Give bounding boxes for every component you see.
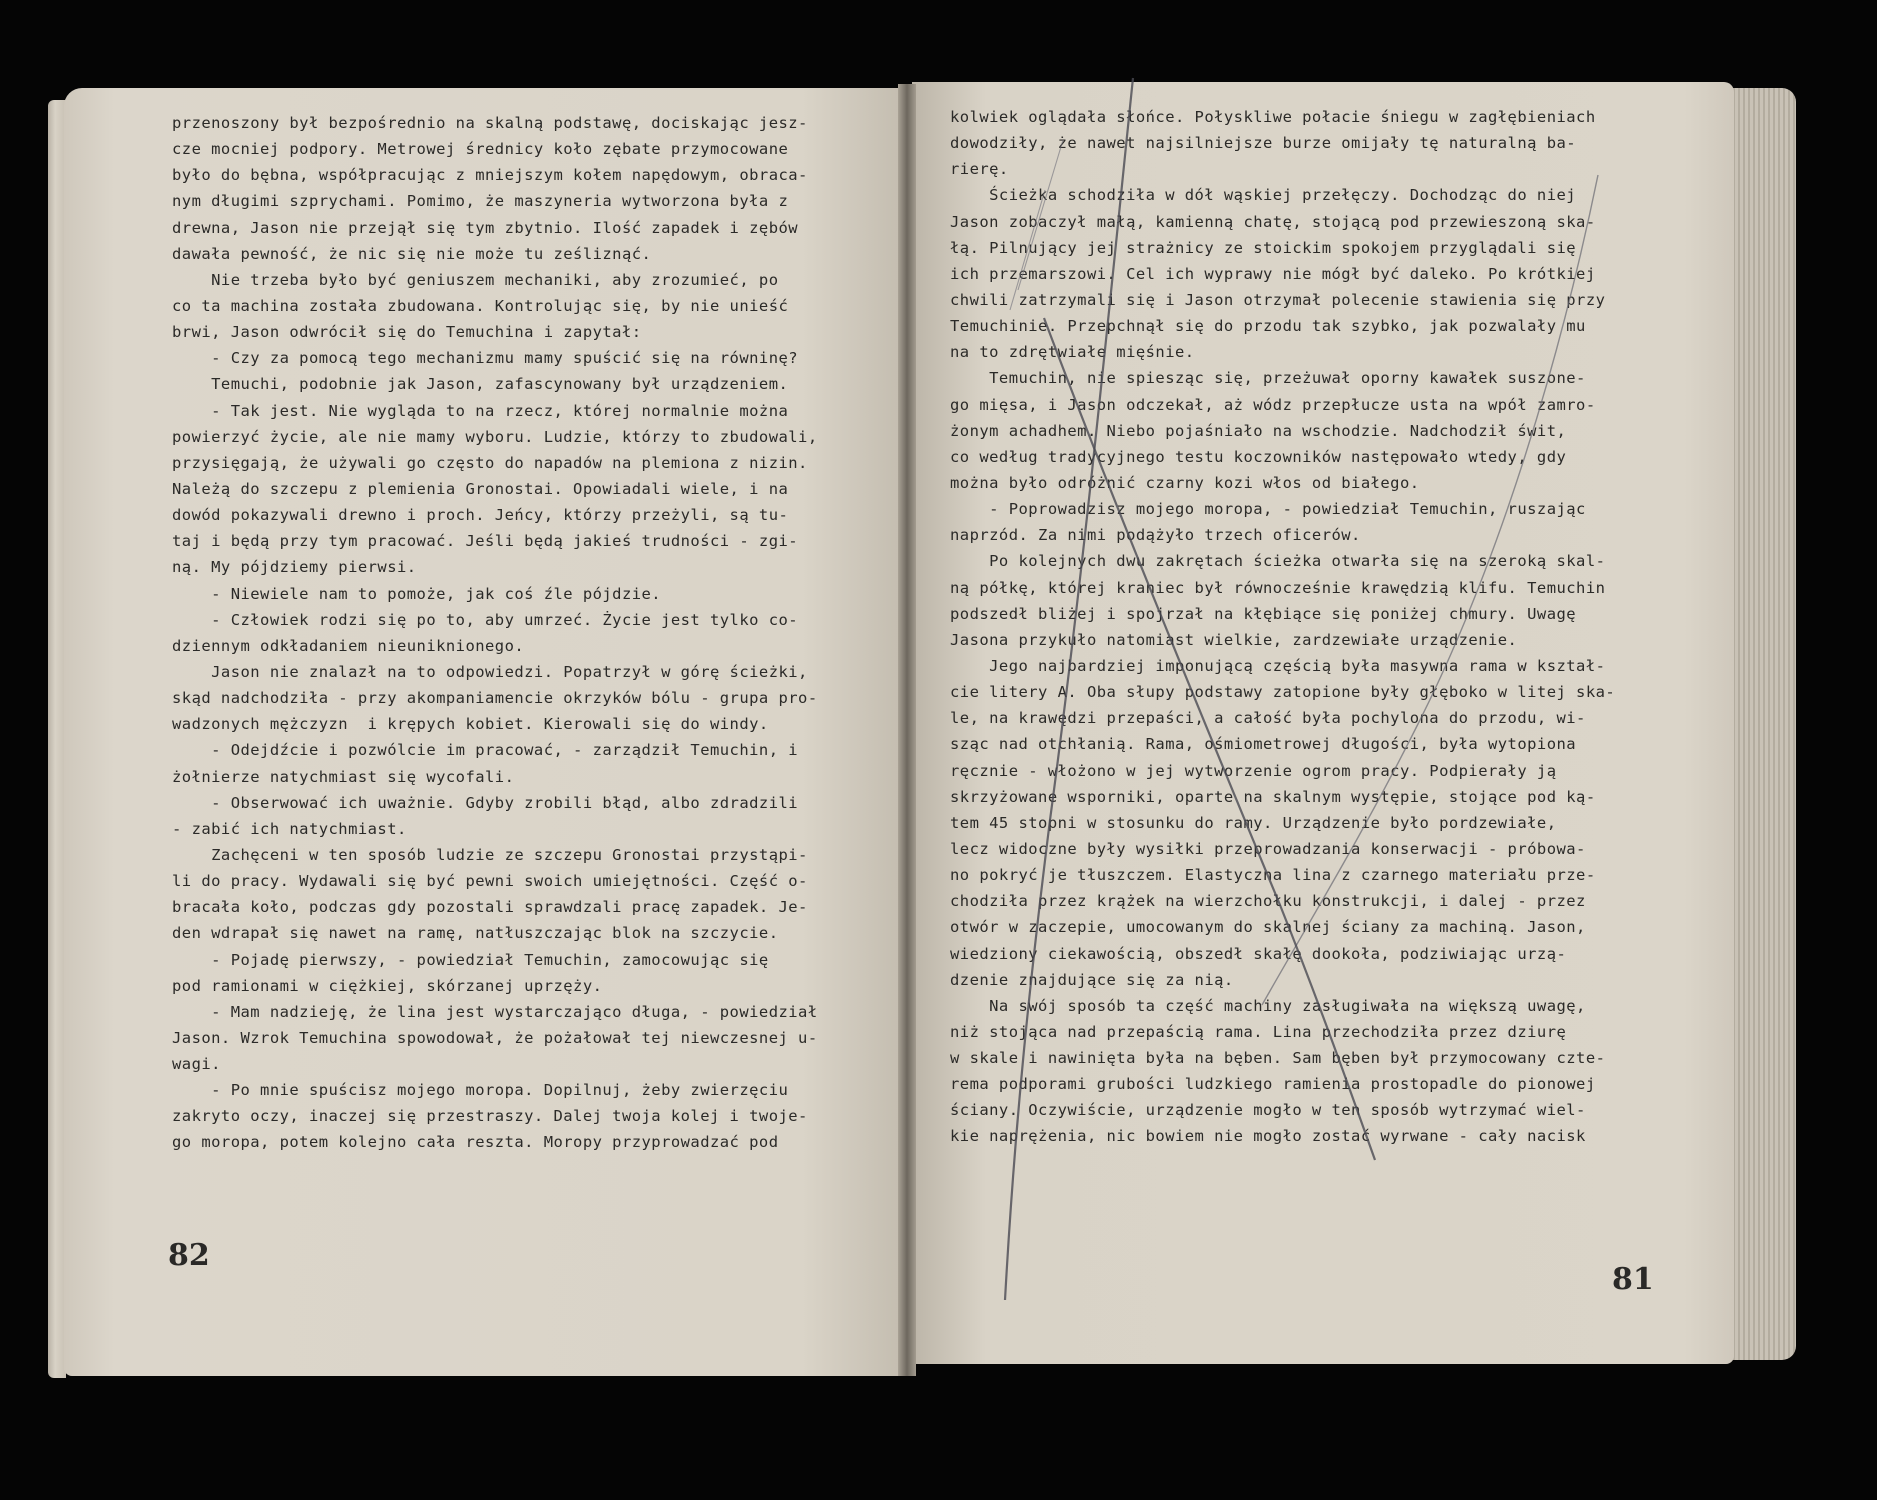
text-line: le, na krawędzi przepaści, a całość była pochylona do przodu, wi- — [950, 709, 1586, 728]
text-line: zakryto oczy, inaczej się przestraszy. Dalej twoja kolej i twoje- — [172, 1107, 808, 1126]
text-line: go mięsa, i Jason odczekał, aż wódz przepłucze usta na wpół zamro- — [950, 395, 1596, 414]
text-line: kolwiek oglądała słońce. Połyskliwe połacie śniegu w zagłębieniach — [950, 108, 1596, 126]
text-line: Jego najbardziej imponującą częścią była masywna rama w kształ- — [950, 656, 1606, 675]
text-line: bracała koło, podczas gdy pozostali sprawdzali pracę zapadek. Je- — [172, 898, 808, 917]
left-page-number: 82 — [168, 1238, 210, 1273]
right-page-edges — [1730, 88, 1796, 1360]
text-line: - Mam nadzieję, że lina jest wystarczająco długa, - powiedział — [172, 1002, 818, 1021]
text-line: tem 45 stopni w stosunku do ramy. Urządzenie było pordzewiałe, — [950, 813, 1557, 832]
text-line: li do pracy. Wydawali się być pewni swoich umiejętności. Część o- — [172, 872, 808, 891]
text-line: powierzyć życie, ale nie mamy wyboru. Ludzie, którzy to zbudowali, — [172, 427, 818, 446]
text-line: Temuchinie. Przepchnął się do przodu tak szybko, jak pozwalały mu — [950, 317, 1586, 336]
text-line: rema podporami grubości ludzkiego ramienia prostopadle do pionowej — [950, 1075, 1596, 1094]
text-line: go moropa, potem kolejno cała reszta. Moropy przyprowadzać pod — [172, 1133, 779, 1152]
text-line: pod ramionami w ciężkiej, skórzanej uprzęży. — [172, 976, 603, 995]
text-line: dawała pewność, że nic się nie może tu ześliznąć. — [172, 244, 652, 263]
text-line: Jasona przykuło natomiast wielkie, zardzewiałe urządzenie. — [950, 630, 1518, 649]
text-line: - Niewiele nam to pomoże, jak coś źle pójdzie. — [172, 584, 662, 603]
text-line: ręcznie - włożono w jej wytworzenie ogrom pracy. Podpierały ją — [950, 761, 1557, 780]
text-line: Jason. Wzrok Temuchina spowodował, że pożałował tej niewczesnej u- — [172, 1028, 818, 1047]
text-line: brwi, Jason odwrócił się do Temuchina i zapytał: — [172, 323, 642, 342]
text-line: lecz widoczne były wysiłki przeprowadzania konserwacji - próbowa- — [950, 839, 1586, 858]
text-line: naprzód. Za nimi podążyło trzech oficerów. — [950, 526, 1361, 545]
text-line: przysięgają, że używali go często do napadów na plemiona z nizin. — [172, 453, 808, 472]
left-page-text — [172, 110, 818, 1156]
text-line: skąd nadchodziła - przy akompaniamencie okrzyków bólu - grupa pro- — [172, 689, 818, 708]
text-line: dowodziły, że nawet najsilniejsze burze omijały tę naturalną ba- — [950, 134, 1577, 153]
text-line: chwili zatrzymali się i Jason otrzymał polecenie stawienia się przy — [950, 290, 1606, 309]
text-line: dzenie znajdujące się za nią. — [950, 970, 1234, 989]
text-line: - Odejdźcie i pozwólcie im pracować, - zarządził Temuchin, i — [172, 741, 799, 760]
text-line: cie litery A. Oba słupy podstawy zatopione były głęboko w litej ska- — [950, 683, 1616, 702]
text-line: można było odróżnić czarny kozi włos od białego. — [950, 473, 1420, 492]
text-line: było do bębna, współpracując z mniejszym kołem napędowym, obraca- — [172, 166, 808, 185]
text-line: ną półkę, której kraniec był równocześnie krawędzią klifu. Temuchin — [950, 578, 1606, 597]
text-line: przenoszony był bezpośrednio na skalną podstawę, dociskając jesz- — [172, 114, 808, 132]
text-line: co ta machina została zbudowana. Kontrolując się, by nie unieść — [172, 296, 789, 315]
right-page-text — [950, 104, 1615, 1150]
left-page — [64, 88, 902, 1376]
text-line: Temuchi, podobnie jak Jason, zafascynowany był urządzeniem. — [172, 375, 789, 394]
text-line: drewna, Jason nie przejął się tym zbytnio. Ilość zapadek i zębów — [172, 218, 799, 237]
right-page — [912, 82, 1734, 1364]
text-line: no pokryć je tłuszczem. Elastyczna lina z czarnego materiału prze- — [950, 866, 1596, 885]
text-line: taj i będą przy tym pracować. Jeśli będą jakieś trudności - zgi- — [172, 532, 799, 551]
text-line: żołnierze natychmiast się wycofali. — [172, 767, 515, 786]
text-line: - Człowiek rodzi się po to, aby umrzeć. Życie jest tylko co- — [172, 610, 799, 629]
text-line: Nie trzeba było być geniuszem mechaniki, aby zrozumieć, po — [172, 270, 779, 289]
text-line: Jason nie znalazł na to odpowiedzi. Popatrzył w górę ścieżki, — [172, 662, 808, 681]
text-line: łą. Pilnujący jej strażnicy ze stoickim spokojem przyglądali się — [950, 238, 1577, 257]
text-line: chodziła przez krążek na wierzchołku konstrukcji, i dalej - przez — [950, 892, 1586, 911]
text-line: dziennym odkładaniem nieuniknionego. — [172, 636, 525, 655]
text-line: na to zdrętwiałe mięśnie. — [950, 343, 1195, 362]
text-line: kie naprężenia, nic bowiem nie mogło zostać wyrwane - cały nacisk — [950, 1127, 1586, 1146]
text-line: cze mocniej podpory. Metrowej średnicy koło zębate przymocowane — [172, 140, 789, 159]
text-line: żonym achadhem. Niebo pojaśniało na wschodzie. Nadchodził świt, — [950, 421, 1567, 440]
text-line: sząc nad otchłanią. Rama, ośmiometrowej długości, była wytopiona — [950, 735, 1577, 754]
text-line: wiedziony ciekawością, obszedł skałę dookoła, podziwiając urzą- — [950, 944, 1567, 963]
text-line: skrzyżowane wsporniki, oparte na skalnym występie, stojące pod ką- — [950, 787, 1596, 806]
text-line: wagi. — [172, 1055, 221, 1074]
book-gutter — [898, 84, 916, 1376]
text-line: dowód pokazywali drewno i proch. Jeńcy, którzy przeżyli, są tu- — [172, 506, 789, 525]
text-line: otwór w zaczepie, umocowanym do skalnej ściany za machiną. Jason, — [950, 918, 1586, 937]
text-line: Na swój sposób ta część machiny zasługiwała na większą uwagę, — [950, 996, 1586, 1015]
text-line: co według tradycyjnego testu koczowników następowało wtedy, gdy — [950, 447, 1567, 466]
text-line: - Tak jest. Nie wygląda to na rzecz, której normalnie można — [172, 401, 789, 420]
text-line: Należą do szczepu z plemienia Gronostai. Opowiadali wiele, i na — [172, 479, 789, 498]
text-line: wadzonych mężczyzn i krępych kobiet. Kierowali się do windy. — [172, 715, 769, 734]
text-line: den wdrapał się nawet na ramę, natłuszczając blok na szczycie. — [172, 924, 779, 943]
text-line: niż stojąca nad przepaścią rama. Lina przechodziła przez dziurę — [950, 1022, 1567, 1041]
text-line: Zachęceni w ten sposób ludzie ze szczepu Gronostai przystąpi- — [172, 845, 808, 864]
text-line: w skale i nawinięta była na bęben. Sam bęben był przymocowany czte- — [950, 1049, 1606, 1068]
text-line: - Obserwować ich uważnie. Gdyby zrobili błąd, albo zdradzili — [172, 793, 799, 812]
text-line: - Pojadę pierwszy, - powiedział Temuchin, zamocowując się — [172, 950, 769, 969]
text-line: rierę. — [950, 160, 1009, 179]
text-line: Po kolejnych dwu zakrętach ścieżka otwarła się na szeroką skal- — [950, 552, 1606, 571]
text-line: ściany. Oczywiście, urządzenie mogło w ten sposób wytrzymać wiel- — [950, 1101, 1586, 1120]
text-line: - zabić ich natychmiast. — [172, 819, 407, 838]
text-line: - Po mnie spuścisz mojego moropa. Dopilnuj, żeby zwierzęciu — [172, 1081, 789, 1100]
right-page-number: 81 — [1612, 1262, 1654, 1297]
text-line: - Poprowadzisz mojego moropa, - powiedział Temuchin, ruszając — [950, 500, 1586, 519]
text-line: Ścieżka schodziła w dół wąskiej przełęczy. Dochodząc do niej — [950, 186, 1577, 205]
text-line: nym długimi szprychami. Pomimo, że maszyneria wytworzona była z — [172, 192, 789, 211]
text-line: ną. My pójdziemy pierwsi. — [172, 558, 417, 577]
text-line: podszedł bliżej i spojrzał na kłębiące się poniżej chmury. Uwagę — [950, 604, 1577, 623]
text-line: ich przemarszowi. Cel ich wyprawy nie mógł być daleko. Po krótkiej — [950, 264, 1596, 283]
text-line: - Czy za pomocą tego mechanizmu mamy spuścić się na równinę? — [172, 349, 799, 368]
text-line: Jason zobaczył małą, kamienną chatę, stojącą pod przewieszoną ska- — [950, 212, 1596, 231]
text-line: Temuchin, nie spiesząc się, przeżuwał oporny kawałek suszone- — [950, 369, 1586, 388]
